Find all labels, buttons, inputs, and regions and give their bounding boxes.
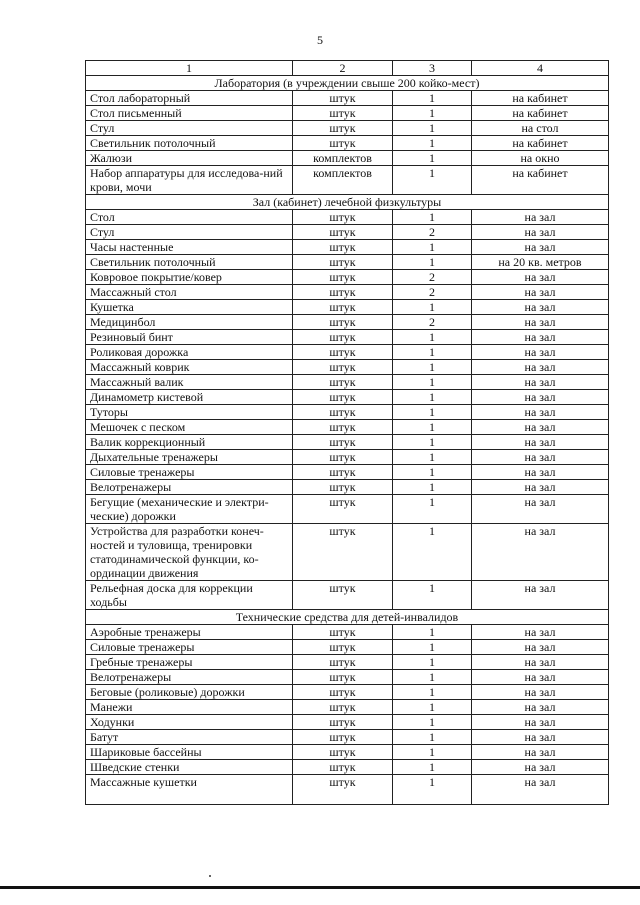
cell-norm: на зал xyxy=(472,450,609,465)
cell-name: Массажные кушетки xyxy=(86,775,293,805)
cell-unit: штук xyxy=(293,465,393,480)
cell-quantity: 1 xyxy=(393,655,472,670)
table-row xyxy=(86,730,609,745)
cell-norm: на зал xyxy=(472,210,609,225)
cell-unit: штук xyxy=(293,480,393,495)
section-row xyxy=(86,610,609,625)
cell-unit: штук xyxy=(293,91,393,106)
cell-unit: штук xyxy=(293,225,393,240)
cell-norm: на кабинет xyxy=(472,91,609,106)
table-row xyxy=(86,390,609,405)
scan-speck xyxy=(209,875,211,877)
cell-quantity: 2 xyxy=(393,270,472,285)
cell-norm: на кабинет xyxy=(472,106,609,121)
cell-quantity: 1 xyxy=(393,91,472,106)
cell-name: Динамометр кистевой xyxy=(86,390,293,405)
cell-quantity: 1 xyxy=(393,255,472,270)
cell-quantity: 1 xyxy=(393,625,472,640)
table-row xyxy=(86,255,609,270)
table-row xyxy=(86,240,609,255)
table-row xyxy=(86,210,609,225)
cell-unit: штук xyxy=(293,715,393,730)
cell-name: Светильник потолочный xyxy=(86,136,293,151)
table-row xyxy=(86,450,609,465)
cell-name: Набор аппаратуры для исследова-ний крови, мочи xyxy=(86,166,293,195)
cell-quantity: 1 xyxy=(393,210,472,225)
cell-name: Шведские стенки xyxy=(86,760,293,775)
cell-unit: штук xyxy=(293,581,393,610)
cell-norm: на зал xyxy=(472,285,609,300)
cell-unit: штук xyxy=(293,121,393,136)
cell-name: Мешочек с песком xyxy=(86,420,293,435)
table-row xyxy=(86,700,609,715)
cell-name: Стол письменный xyxy=(86,106,293,121)
cell-unit: комплектов xyxy=(293,151,393,166)
column-header-quantity: 3 xyxy=(393,61,472,76)
column-header-norm: 4 xyxy=(472,61,609,76)
table-row xyxy=(86,225,609,240)
section-row xyxy=(86,76,609,91)
table-row xyxy=(86,285,609,300)
table-row xyxy=(86,315,609,330)
cell-unit: штук xyxy=(293,330,393,345)
cell-name: Кушетка xyxy=(86,300,293,315)
cell-name: Дыхательные тренажеры xyxy=(86,450,293,465)
cell-quantity: 1 xyxy=(393,240,472,255)
cell-norm: на зал xyxy=(472,435,609,450)
cell-name: Силовые тренажеры xyxy=(86,465,293,480)
cell-norm: на зал xyxy=(472,420,609,435)
cell-name: Массажный валик xyxy=(86,375,293,390)
cell-quantity: 1 xyxy=(393,405,472,420)
table-row xyxy=(86,375,609,390)
cell-unit: штук xyxy=(293,106,393,121)
cell-norm: на зал xyxy=(472,625,609,640)
cell-unit: штук xyxy=(293,670,393,685)
cell-name: Рельефная доска для коррекции ходьбы xyxy=(86,581,293,610)
cell-name: Стол лабораторный xyxy=(86,91,293,106)
cell-quantity: 1 xyxy=(393,480,472,495)
table-row xyxy=(86,151,609,166)
cell-name: Велотренажеры xyxy=(86,670,293,685)
cell-unit: штук xyxy=(293,655,393,670)
table-header-row xyxy=(86,61,609,76)
cell-name: Часы настенные xyxy=(86,240,293,255)
cell-norm: на зал xyxy=(472,640,609,655)
cell-quantity: 1 xyxy=(393,775,472,805)
cell-unit: штук xyxy=(293,524,393,581)
cell-name: Массажный коврик xyxy=(86,360,293,375)
table-row xyxy=(86,166,609,195)
cell-unit: штук xyxy=(293,745,393,760)
cell-unit: штук xyxy=(293,136,393,151)
table-row xyxy=(86,106,609,121)
column-header-name: 1 xyxy=(86,61,293,76)
column-header-unit: 2 xyxy=(293,61,393,76)
cell-unit: комплектов xyxy=(293,166,393,195)
cell-norm: на зал xyxy=(472,270,609,285)
table-row xyxy=(86,655,609,670)
cell-unit: штук xyxy=(293,390,393,405)
cell-quantity: 1 xyxy=(393,435,472,450)
cell-name: Медицинбол xyxy=(86,315,293,330)
cell-quantity: 1 xyxy=(393,730,472,745)
cell-quantity: 1 xyxy=(393,300,472,315)
cell-quantity: 1 xyxy=(393,151,472,166)
cell-norm: на зал xyxy=(472,330,609,345)
cell-quantity: 1 xyxy=(393,166,472,195)
section-title: Лаборатория (в учреждении свыше 200 койко-мест) xyxy=(86,76,609,91)
table-row xyxy=(86,685,609,700)
cell-quantity: 1 xyxy=(393,420,472,435)
cell-name: Манежи xyxy=(86,700,293,715)
cell-name: Роликовая дорожка xyxy=(86,345,293,360)
cell-unit: штук xyxy=(293,685,393,700)
table-row xyxy=(86,524,609,581)
cell-quantity: 1 xyxy=(393,715,472,730)
cell-name: Стул xyxy=(86,121,293,136)
table-row xyxy=(86,625,609,640)
cell-quantity: 1 xyxy=(393,581,472,610)
cell-quantity: 2 xyxy=(393,315,472,330)
cell-name: Шариковые бассейны xyxy=(86,745,293,760)
cell-quantity: 1 xyxy=(393,345,472,360)
cell-norm: на зал xyxy=(472,405,609,420)
table-row xyxy=(86,91,609,106)
cell-name: Ходунки xyxy=(86,715,293,730)
cell-norm: на зал xyxy=(472,360,609,375)
cell-unit: штук xyxy=(293,210,393,225)
cell-unit: штук xyxy=(293,240,393,255)
cell-norm: на 20 кв. метров xyxy=(472,255,609,270)
cell-norm: на зал xyxy=(472,375,609,390)
cell-unit: штук xyxy=(293,760,393,775)
cell-name: Массажный стол xyxy=(86,285,293,300)
cell-norm: на зал xyxy=(472,581,609,610)
section-title: Технические средства для детей-инвалидов xyxy=(86,610,609,625)
table-row xyxy=(86,775,609,805)
table-row xyxy=(86,581,609,610)
cell-unit: штук xyxy=(293,450,393,465)
table-row xyxy=(86,405,609,420)
cell-norm: на зал xyxy=(472,685,609,700)
cell-name: Стол xyxy=(86,210,293,225)
cell-norm: на зал xyxy=(472,240,609,255)
cell-norm: на зал xyxy=(472,775,609,805)
cell-quantity: 1 xyxy=(393,495,472,524)
cell-unit: штук xyxy=(293,495,393,524)
cell-norm: на зал xyxy=(472,760,609,775)
cell-quantity: 1 xyxy=(393,745,472,760)
cell-norm: на зал xyxy=(472,345,609,360)
table-row xyxy=(86,465,609,480)
cell-name: Силовые тренажеры xyxy=(86,640,293,655)
table-row xyxy=(86,300,609,315)
table-row xyxy=(86,480,609,495)
cell-unit: штук xyxy=(293,625,393,640)
cell-quantity: 2 xyxy=(393,285,472,300)
cell-quantity: 1 xyxy=(393,685,472,700)
cell-unit: штук xyxy=(293,300,393,315)
table-row xyxy=(86,495,609,524)
cell-quantity: 1 xyxy=(393,760,472,775)
cell-name: Жалюзи xyxy=(86,151,293,166)
cell-norm: на зал xyxy=(472,480,609,495)
cell-unit: штук xyxy=(293,360,393,375)
cell-quantity: 1 xyxy=(393,360,472,375)
cell-norm: на зал xyxy=(472,315,609,330)
cell-norm: на окно xyxy=(472,151,609,166)
table-row xyxy=(86,760,609,775)
cell-norm: на зал xyxy=(472,670,609,685)
cell-unit: штук xyxy=(293,270,393,285)
cell-unit: штук xyxy=(293,730,393,745)
equipment-table xyxy=(85,60,609,805)
cell-quantity: 1 xyxy=(393,121,472,136)
cell-name: Велотренажеры xyxy=(86,480,293,495)
cell-norm: на зал xyxy=(472,524,609,581)
table-row xyxy=(86,270,609,285)
section-row xyxy=(86,195,609,210)
cell-unit: штук xyxy=(293,375,393,390)
cell-name: Гребные тренажеры xyxy=(86,655,293,670)
table-row xyxy=(86,745,609,760)
cell-unit: штук xyxy=(293,435,393,450)
cell-norm: на зал xyxy=(472,495,609,524)
cell-norm: на зал xyxy=(472,700,609,715)
cell-quantity: 1 xyxy=(393,390,472,405)
cell-norm: на кабинет xyxy=(472,136,609,151)
table-row xyxy=(86,670,609,685)
cell-quantity: 1 xyxy=(393,524,472,581)
cell-unit: штук xyxy=(293,640,393,655)
cell-quantity: 1 xyxy=(393,700,472,715)
cell-norm: на зал xyxy=(472,225,609,240)
cell-unit: штук xyxy=(293,405,393,420)
cell-quantity: 1 xyxy=(393,330,472,345)
table-row xyxy=(86,330,609,345)
cell-norm: на зал xyxy=(472,655,609,670)
cell-norm: на зал xyxy=(472,745,609,760)
cell-name: Туторы xyxy=(86,405,293,420)
table-row xyxy=(86,435,609,450)
cell-unit: штук xyxy=(293,315,393,330)
cell-unit: штук xyxy=(293,775,393,805)
cell-unit: штук xyxy=(293,700,393,715)
cell-name: Аэробные тренажеры xyxy=(86,625,293,640)
cell-name: Валик коррекционный xyxy=(86,435,293,450)
cell-unit: штук xyxy=(293,285,393,300)
cell-name: Бегущие (механические и электри-ческие) дорожки xyxy=(86,495,293,524)
cell-quantity: 1 xyxy=(393,670,472,685)
cell-norm: на зал xyxy=(472,390,609,405)
cell-quantity: 1 xyxy=(393,465,472,480)
cell-quantity: 1 xyxy=(393,136,472,151)
section-title: Зал (кабинет) лечебной физкультуры xyxy=(86,195,609,210)
cell-unit: штук xyxy=(293,345,393,360)
cell-name: Стул xyxy=(86,225,293,240)
cell-norm: на кабинет xyxy=(472,166,609,195)
cell-norm: на зал xyxy=(472,465,609,480)
table-row xyxy=(86,345,609,360)
cell-name: Ковровое покрытие/ковер xyxy=(86,270,293,285)
cell-quantity: 2 xyxy=(393,225,472,240)
table-row xyxy=(86,640,609,655)
table-row xyxy=(86,715,609,730)
cell-name: Светильник потолочный xyxy=(86,255,293,270)
cell-quantity: 1 xyxy=(393,450,472,465)
table-row xyxy=(86,136,609,151)
table-row xyxy=(86,121,609,136)
cell-norm: на стол xyxy=(472,121,609,136)
cell-quantity: 1 xyxy=(393,640,472,655)
table-row xyxy=(86,420,609,435)
cell-name: Устройства для разработки конеч-ностей и туловища, тренировки статодинамической функции, ко-ординации движения xyxy=(86,524,293,581)
cell-name: Беговые (роликовые) дорожки xyxy=(86,685,293,700)
cell-quantity: 1 xyxy=(393,106,472,121)
bottom-rule xyxy=(0,886,640,889)
table-row xyxy=(86,360,609,375)
cell-quantity: 1 xyxy=(393,375,472,390)
cell-norm: на зал xyxy=(472,730,609,745)
cell-name: Батут xyxy=(86,730,293,745)
cell-unit: штук xyxy=(293,255,393,270)
cell-unit: штук xyxy=(293,420,393,435)
cell-name: Резиновый бинт xyxy=(86,330,293,345)
cell-norm: на зал xyxy=(472,300,609,315)
page-number: 5 xyxy=(317,33,323,47)
cell-norm: на зал xyxy=(472,715,609,730)
